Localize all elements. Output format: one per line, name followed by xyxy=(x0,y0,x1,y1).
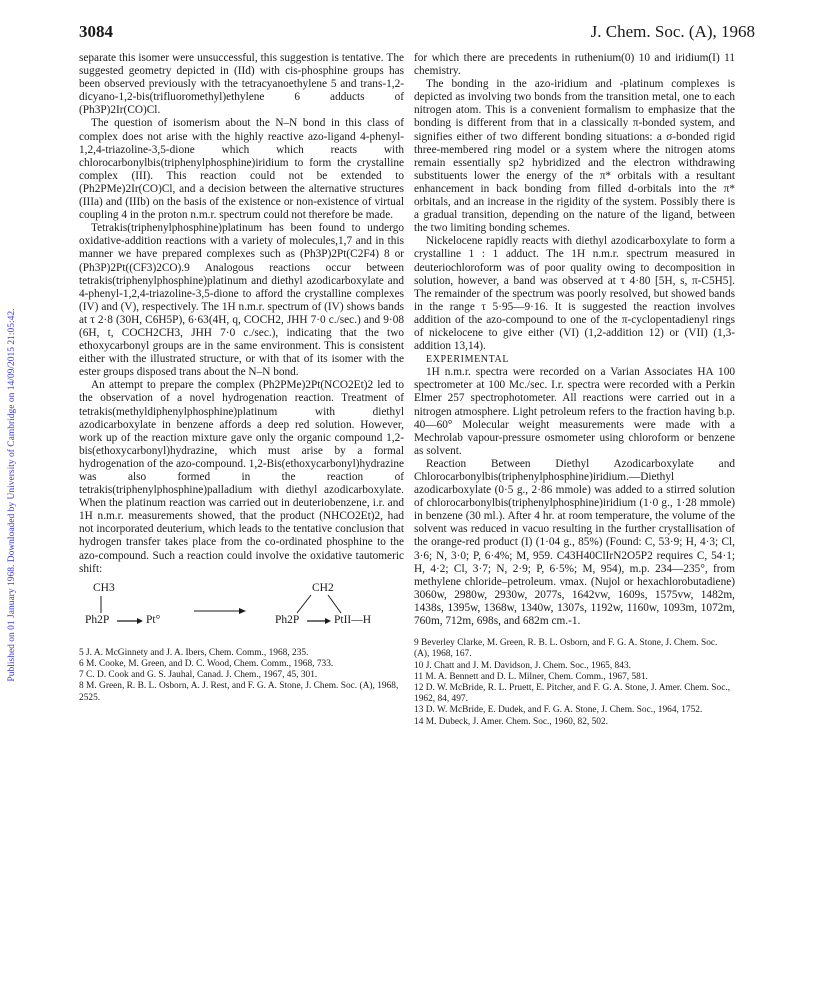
footnote: 13 D. W. McBride, E. Dudek, and F. G. A. Stone, J. Chem. Soc., 1964, 1752. xyxy=(414,705,703,716)
donor-arrowhead-right xyxy=(325,618,331,624)
journal-header: J. Chem. Soc. (A), 1968 xyxy=(590,22,755,41)
footnote: 11 M. A. Bennett and D. L. Milner, Chem. Comm., 1967, 581. xyxy=(414,671,648,682)
scheme-bonds xyxy=(79,582,404,640)
footnote: 5 J. A. McGinnety and J. A. Ibers, Chem. Comm., 1968, 235. xyxy=(79,647,309,658)
platinum-zero-label: Pt° xyxy=(146,613,161,626)
download-notice-text: Published on 01 January 1968. Downloaded by University of Cambridge on 14/09/2015 21:05:42. xyxy=(7,308,17,682)
paragraph: Reaction Between Diethyl Azodicarboxylate and Chlorocarbonylbis(triphenylphosphine)iridium.—Diethyl azodicarboxylate (0·5 g., 2·86 mmole) was added to a stirred solution of chlorocarbonylbis(triphenylphosphine)iridium (1·0 g., 1·28 mmole) in benzene (30 ml.). After 4 hr. at room temperature, the volume of the solvent was reduced in vacuo resulting in the further crystallisation of the orange-red product (I) (1·04 g., 85%) (Found: C, 53·9; H, 4·3; Cl, 3·6; N, 3·0; P, 6·4%; M, 959. C43H40ClIrN2O5P2 requires C, 54·1; H, 4·2; Cl, 3·7; N, 2·9; P, 6·5%; M, 954), m.p. 234—235°, from methylene chloride–petroleum. νmax. (Nujol or hexachlorobutadiene) 3060w, 2980w, 2930w, 2077s, 1642vw, 1609s, 1575vw, 1482m, 1438s, 1395w, 1368w, 1340w, 1307s, 1192w, 1160w, 1093m, 1072m, 760m, 712m, 698s, and 682m cm.-1. xyxy=(414,457,735,628)
paragraph: Tetrakis(triphenylphosphine)platinum has been found to undergo oxidative-addition reactions with a variety of molecules,1,7 and in this manner we have prepared complexes such as (Ph3P)2Pt(C2F4) 8 or (Ph3P)2Pt((CF3)2CO).9 Analogous reactions occur between tetrakis(triphenylphosphine)platinum and diethyl azodicarboxylate and 4-phenyl-1,2,4-triazoline-3,5-dione to afford the crystalline complexes (IV) and (V), respectively. The 1H n.m.r. spectrum of (IV) shows bands at τ 2·8 (30H, C6H5P), 6·63(4H, q, COCH2, JHH 7·0 c./sec.) and 9·08 (6H, t, COCH2CH3, JHH 7·0 c./sec.), indicating that the two ethoxycarbonyl groups are in the same environment. This is consistent either with the illustrated structure, or with that of its isomer with the ester groups disposed trans about the N–N bond. xyxy=(79,222,404,379)
section-heading: EXPERIMENTAL xyxy=(426,354,510,366)
footnotes-right xyxy=(414,638,735,728)
right-column xyxy=(414,52,735,728)
methylene-label: CH2 xyxy=(312,581,334,594)
tautomeric-shift-scheme xyxy=(79,582,404,640)
footnote: 7 C. D. Cook and G. S. Jauhal, Canad. J. Chem., 1967, 45, 301. xyxy=(79,670,318,681)
footnote: 8 M. Green, R. B. L. Osborn, A. J. Rest, and F. G. A. Stone, J. Chem. Soc. (A), 1968, 2525. xyxy=(79,681,399,703)
paragraph: The question of isomerism about the N–N bond in this class of complex does not arise with the highly reactive azo-ligand 4-phenyl-1,2,4-triazoline-3,5-dione which which reacts with chlorocarbonylbis(triphenylphosphine)iridium to form the crystalline complex (III). This reaction could not be extended to (Ph2PMe)2Ir(CO)Cl, and a decision between the alternative structures (IIIa) and (IIIb) on the basis of the existence or non-existence of virtual coupling 4 in the proton n.m.r. spectrum could not therefore be made. xyxy=(79,117,404,222)
page-number: 3084 xyxy=(79,22,113,41)
footnote: 10 J. Chatt and J. M. Davidson, J. Chem. Soc., 1965, 843. xyxy=(414,660,631,671)
platinum-hydride-label: PtII—H xyxy=(334,613,372,626)
footnote: 14 M. Dubeck, J. Amer. Chem. Soc., 1960, 82, 502. xyxy=(414,716,608,727)
donor-arrowhead-left xyxy=(137,618,143,624)
reaction-arrowhead xyxy=(239,608,246,614)
left-column xyxy=(79,52,404,704)
footnotes-left xyxy=(79,648,404,704)
paragraph: An attempt to prepare the complex (Ph2PMe)2Pt(NCO2Et)2 led to the observation of a novel hydrogenation reaction. Treatment of tetrakis(methyldiphenylphosphine)platinum with diethyl azodicarboxylate in benzene affords a deep red solution. However, work up of the reaction mixture gave only the organic compound 1,2-bis(ethoxycarbonyl)hydrazine, which must arise by a formal hydrogenation of the azo-compound. 1,2-Bis(ethoxycarbonyl)hydrazine was also formed in the reaction of tetrakis(triphenylphosphine)palladium with diethyl azodicarboxylate. When the platinum reaction was carried out in deuteriobenzene, i.r. and 1H n.m.r. measurements showed, that the product (NHCO2Et)2, had not incorporated deuterium, which leads to the tentative conclusion that hydrogen transfer takes place from the co-ordinated phosphine to the azo-compound. Such a reaction could involve the oxidative tautomeric shift: xyxy=(79,379,405,575)
footnote: 6 M. Cooke, M. Green, and D. C. Wood, Chem. Comm., 1968, 733. xyxy=(79,658,334,669)
footnote: 12 D. W. McBride, R. L. Pruett, E. Pitcher, and F. G. A. Stone, J. Amer. Chem. Soc., 1962, 84, 497. xyxy=(414,682,731,705)
methyl-label: CH3 xyxy=(93,581,115,594)
paragraph: Nickelocene rapidly reacts with diethyl azodicarboxylate to form a crystalline 1 : 1 adduct. The 1H n.m.r. spectrum measured in deuteriochloroform was of poor quality owing to decomposition in solution, however, a band was observed at τ 4·80 [5H, s, π-C5H5]. The remainder of the spectrum was poorly resolved, but showed bands in the range τ 5·95—9·16. It is suggested the reaction involves addition of the azo-compound to one of the π-cyclopentadienyl rings of nickelocene to give either (VI) (1,2-addition 12) or (VII) (1,3-addition 13,14). xyxy=(414,235,735,353)
p-ch2-bond xyxy=(297,595,311,613)
paragraph: 1H n.m.r. spectra were recorded on a Varian Associates HA 100 spectrometer at 100 Mc./sec. I.r. spectra were recorded with a Perkin Elmer 257 spectrophotometer. All reactions were carried out in a nitrogen atmosphere. Light petroleum refers to the fraction having b.p. 40—60° Molecular weight measurements were made with a Mechrolab vapour-pressure osmometer using chloroform or benzene as solvent. xyxy=(414,366,735,457)
paragraph: The bonding in the azo-iridium and -platinum complexes is depicted as involving two bonds from the transition metal, one to each nitrogen atom. This is a convenient formalism to emphasize that the bonding is different from that in a classically π-bonded system, and signifies either of two different bonding situations: a σ-bonded rigid three-membered ring model or a system where the nitrogen atoms remain essentially sp2 hybridized and the electron withdrawing substituents lower the energy of the π* orbitals with a resultant enhancement in back bonding from filled d-orbitals into the π* orbitals, and an increase in the rigidity of the system. Possibly there is a gradual transition, depending on the nature of the ligand, between the two limiting bonding schemes. xyxy=(414,78,735,235)
paragraph: for which there are precedents in ruthenium(0) 10 and iridium(I) 11 chemistry. xyxy=(414,52,735,78)
phosphine-label-right: Ph2P xyxy=(275,613,300,626)
ch2-pt-bond xyxy=(328,595,341,613)
paragraph: separate this isomer were unsuccessful, this suggestion is tentative. The suggested geometry depicted in (IId) with cis-phosphine groups has been observed previously with the tetracyanoethylene 5 and trans-1,2-dicyano-1,2-bis(trifluoromethyl)ethylene 6 adducts of (Ph3P)2Ir(CO)Cl. xyxy=(79,52,404,117)
footnote: 9 Beverley Clarke, M. Green, R. B. L. Osborn, and F. G. A. Stone, J. Chem. Soc. (A), 1968, 167. xyxy=(414,638,718,660)
phosphine-label-left: Ph2P xyxy=(85,613,110,626)
download-watermark xyxy=(2,140,16,860)
